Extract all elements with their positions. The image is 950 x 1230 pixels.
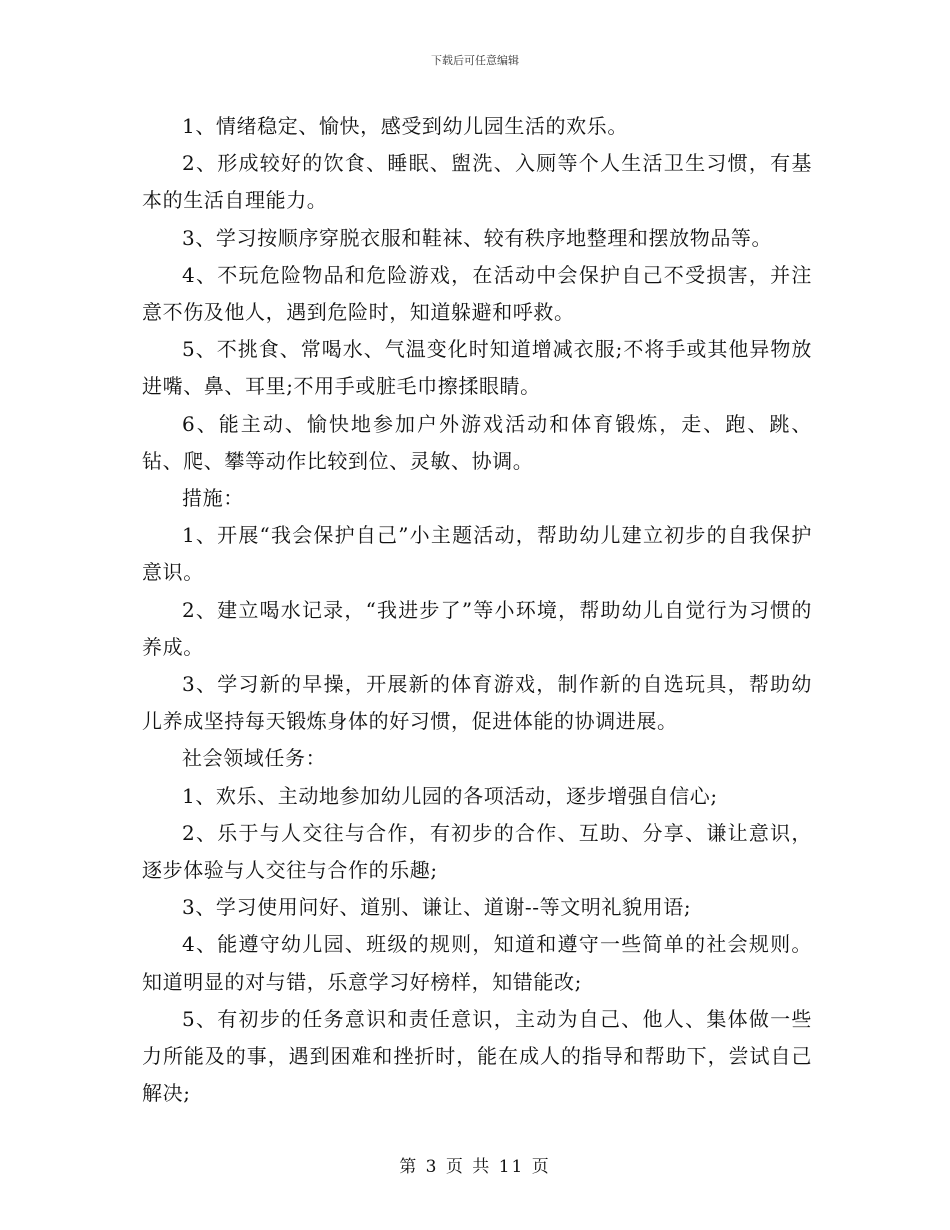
paragraph: 1、情绪稳定、愉快，感受到幼儿园生活的欢乐。 <box>182 114 628 138</box>
paragraph: 2、形成较好的饮食、睡眠、盥洗、入厕等个人生活卫生习惯，有基本的生活自理能力。 <box>142 151 812 213</box>
document-body <box>142 108 812 1112</box>
paragraph: 2、乐于与人交往与合作，有初步的合作、互助、分享、谦让意识，逐步体验与人交往与合作的乐趣; <box>142 820 812 883</box>
paragraph: 1、欢乐、主动地参加幼儿园的各项活动，逐步增强自信心; <box>182 783 718 808</box>
header-note: 下载后可任意编辑 <box>431 54 519 67</box>
section-heading-measures: 措施： <box>182 486 244 511</box>
paragraph: 5、不挑食、常喝水、气温变化时知道增减衣服;不将手或其他异物放进嘴、鼻、耳里;不用手或脏毛巾擦揉眼睛。 <box>142 337 812 399</box>
paragraph: 3、学习使用问好、道别、谦让、道谢--等文明礼貌用语; <box>182 895 692 920</box>
paragraph: 3、学习按顺序穿脱衣服和鞋袜、较有秩序地整理和摆放物品等。 <box>182 225 773 250</box>
paragraph: 6、能主动、愉快地参加户外游戏活动和体育锻炼，走、跑、跳、钻、爬、攀等动作比较到位、灵敏、协调。 <box>142 411 812 473</box>
paragraph: 4、能遵守幼儿园、班级的规则，知道和遵守一些简单的社会规则。知道明显的对与错，乐意学习好榜样，知错能改; <box>142 932 812 994</box>
page-number: 第 3 页 共 11 页 <box>399 1157 551 1177</box>
paragraph: 4、不玩危险物品和危险游戏，在活动中会保护自己不受损害，并注意不伤及他人，遇到危险时，知道躲避和呼救。 <box>142 262 812 325</box>
paragraph: 5、有初步的任务意识和责任意识，主动为自己、他人、集体做一些力所能及的事，遇到困难和挫折时，能在成人的指导和帮助下，尝试自己解决; <box>142 1006 812 1106</box>
paragraph: 1、开展“我会保护自己”小主题活动，帮助幼儿建立初步的自我保护意识。 <box>142 523 812 585</box>
section-heading-social: 社会领域任务： <box>182 746 327 771</box>
paragraph: 2、建立喝水记录，“我进步了”等小环境，帮助幼儿自觉行为习惯的养成。 <box>142 597 812 659</box>
paragraph: 3、学习新的早操，开展新的体育游戏，制作新的自选玩具，帮助幼儿养成坚持每天锻炼身体的好习惯，促进体能的协调进展。 <box>142 672 812 734</box>
